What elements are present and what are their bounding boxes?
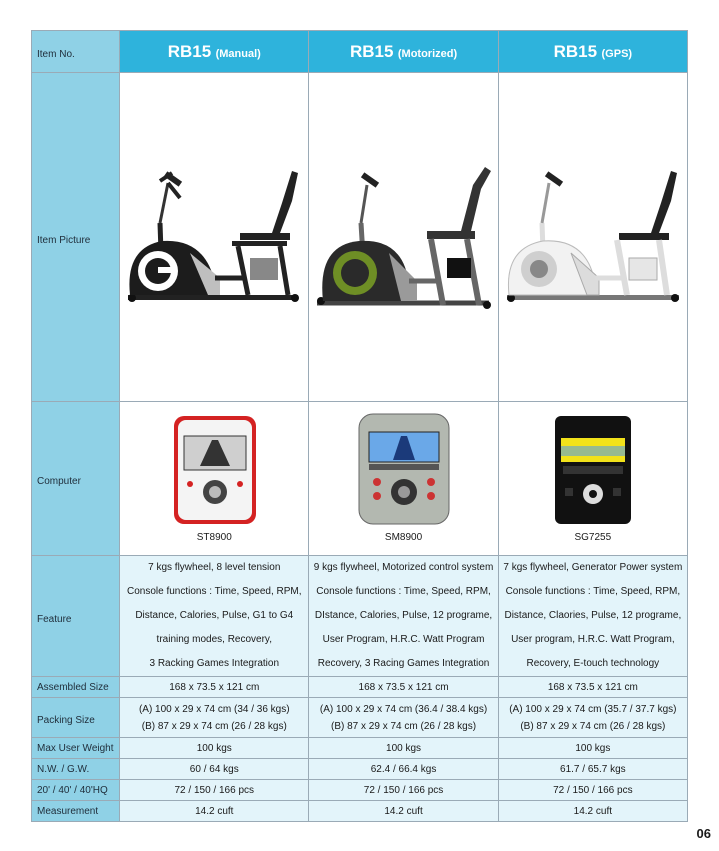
feature-line: User program, H.R.C. Watt Program,	[511, 634, 675, 645]
label-nw-gw: N.W. / G.W.	[32, 759, 120, 780]
assembled-size-manual: 168 x 73.5 x 121 cm	[120, 677, 309, 698]
bike-image-manual	[120, 73, 309, 402]
container-manual: 72 / 150 / 166 pcs	[120, 780, 309, 801]
feature-line: 3 Racking Games Integration	[149, 658, 280, 669]
item-picture-row	[32, 73, 688, 402]
nw-gw-gps: 61.7 / 65.7 kgs	[498, 759, 687, 780]
container-motorized: 72 / 150 / 166 pcs	[309, 780, 498, 801]
label-packing-size: Packing Size	[32, 698, 120, 738]
assembled-size-row	[32, 677, 688, 698]
feature-line: Recovery, 3 Racing Games Integration	[317, 658, 490, 669]
model-name: RB15	[553, 41, 598, 61]
feature-line: DIstance, Calories, Pulse, 12 programe,	[314, 610, 493, 621]
feature-line: 9 kgs flywheel, Motorized control system	[313, 562, 494, 573]
computer-code: ST8900	[196, 532, 232, 543]
spec-table	[31, 30, 688, 822]
container-gps: 72 / 150 / 166 pcs	[498, 780, 687, 801]
feature-line: 7 kgs flywheel, Generator Power system	[503, 562, 683, 573]
feature-row	[32, 556, 688, 677]
computer-cell-manual	[120, 402, 309, 556]
max-user-weight-row	[32, 738, 688, 759]
packing-size-gps	[498, 698, 687, 738]
feature-gps	[498, 556, 687, 677]
label-container: 20' / 40' / 40'HQ	[32, 780, 120, 801]
bike-image-motorized	[309, 73, 498, 402]
assembled-size-motorized: 168 x 73.5 x 121 cm	[309, 677, 498, 698]
page-number: 06	[696, 826, 711, 841]
feature-line: training modes, Recovery,	[156, 634, 272, 645]
label-feature: Feature	[32, 556, 120, 677]
measurement-motorized: 14.2 cuft	[309, 801, 498, 822]
feature-motorized	[309, 556, 498, 677]
measurement-gps: 14.2 cuft	[498, 801, 687, 822]
bike-image-gps	[498, 73, 687, 402]
feature-line: Distance, Calories, Pulse, G1 to G4	[135, 610, 294, 621]
feature-line: Console functions : Time, Speed, RPM,	[127, 586, 302, 597]
measurement-manual: 14.2 cuft	[120, 801, 309, 822]
packing-a: (A) 100 x 29 x 74 cm (36.4 / 38.4 kgs)	[319, 703, 488, 715]
packing-b: (B) 87 x 29 x 74 cm (26 / 28 kgs)	[520, 720, 666, 732]
feature-line: User Program, H.R.C. Watt Program	[322, 634, 485, 645]
label-max-user-weight: Max User Weight	[32, 738, 120, 759]
model-header-motorized	[309, 31, 498, 73]
model-header-gps	[498, 31, 687, 73]
model-name: RB15	[167, 41, 212, 61]
packing-a: (A) 100 x 29 x 74 cm (34 / 36 kgs)	[138, 703, 290, 715]
feature-line: Console functions : Time, Speed, RPM,	[316, 586, 491, 597]
label-computer: Computer	[32, 402, 120, 556]
label-item-picture: Item Picture	[32, 73, 120, 402]
assembled-size-gps: 168 x 73.5 x 121 cm	[498, 677, 687, 698]
feature-line: Distance, Claories, Pulse, 12 programe,	[504, 610, 682, 621]
max-weight-manual: 100 kgs	[120, 738, 309, 759]
model-variant: (Motorized)	[397, 47, 458, 60]
feature-line: 7 kgs flywheel, 8 level tension	[148, 562, 281, 573]
max-weight-motorized: 100 kgs	[309, 738, 498, 759]
packing-size-manual	[120, 698, 309, 738]
model-variant: (Manual)	[215, 47, 261, 60]
computer-row	[32, 402, 688, 556]
label-assembled-size: Assembled Size	[32, 677, 120, 698]
label-item-no: Item No.	[32, 31, 120, 73]
packing-size-motorized	[309, 698, 498, 738]
model-variant: (GPS)	[601, 47, 633, 60]
packing-b: (B) 87 x 29 x 74 cm (26 / 28 kgs)	[141, 720, 287, 732]
packing-a: (A) 100 x 29 x 74 cm (35.7 / 37.7 kgs)	[509, 703, 677, 715]
nw-gw-row	[32, 759, 688, 780]
packing-b: (B) 87 x 29 x 74 cm (26 / 28 kgs)	[331, 720, 477, 732]
computer-code: SG7255	[574, 532, 612, 543]
feature-line: Console functions : Time, Speed, RPM,	[505, 586, 681, 597]
nw-gw-motorized: 62.4 / 66.4 kgs	[309, 759, 498, 780]
container-row	[32, 780, 688, 801]
computer-cell-gps	[498, 402, 687, 556]
packing-size-row	[32, 698, 688, 738]
computer-code: SM8900	[384, 532, 423, 543]
model-header-manual	[120, 31, 309, 73]
measurement-row	[32, 801, 688, 822]
model-name: RB15	[349, 41, 394, 61]
feature-line: Recovery, E-touch technology	[526, 658, 660, 669]
max-weight-gps: 100 kgs	[498, 738, 687, 759]
nw-gw-manual: 60 / 64 kgs	[120, 759, 309, 780]
computer-cell-motorized	[309, 402, 498, 556]
item-no-row	[32, 31, 688, 73]
label-measurement: Measurement	[32, 801, 120, 822]
feature-manual	[120, 556, 309, 677]
